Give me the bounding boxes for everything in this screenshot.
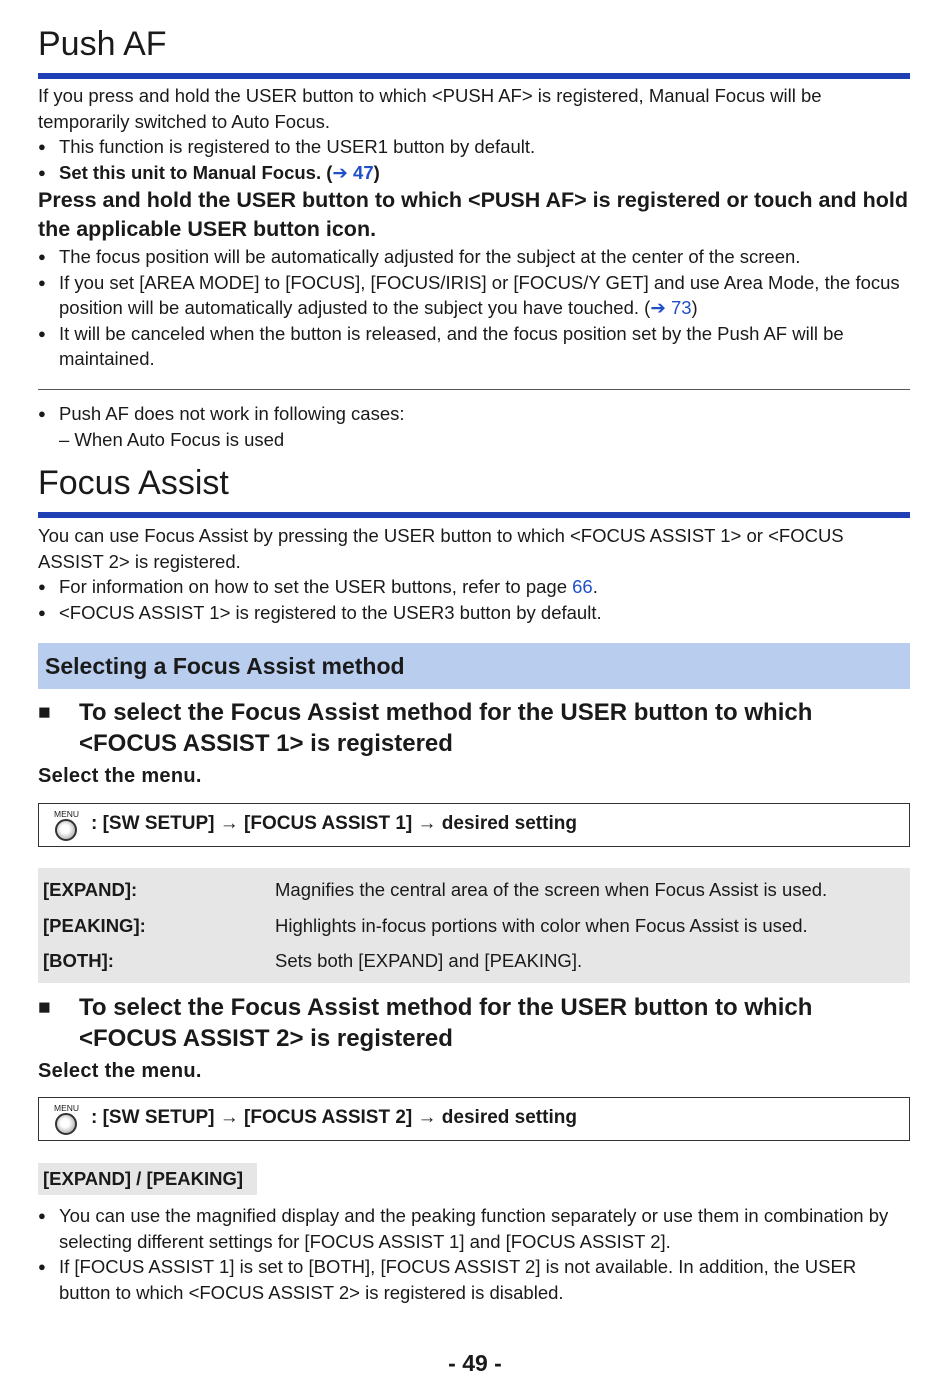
page-number: - 49 - (448, 1350, 502, 1376)
push-af-step: Press and hold the USER button to which <PUSH AF> is registered or touch and hold the applicable USER button icon. (38, 188, 909, 241)
option-row (38, 872, 910, 908)
option-key: [PEAKING]: (43, 914, 146, 936)
push-af-note-manual: ● Set this unit to Manual Focus. (➔ 47) (38, 160, 910, 186)
push-af-body (38, 83, 910, 372)
heading-rule (38, 512, 910, 518)
sub-heading-fa2-text: To select the Focus Assist method for the USER button to which <FOCUS ASSIST 2> is registered (79, 994, 813, 1052)
menu-path-2: : [SW SETUP] → [FOCUS ASSIST 2] → desired setting (91, 1107, 577, 1128)
focus-assist-title: Focus Assist (38, 464, 229, 502)
option-key: [BOTH]: (43, 950, 114, 971)
heading-rule (38, 73, 910, 79)
menu-button-icon: MENU (54, 1104, 84, 1135)
sub-heading-fa1-text: To select the Focus Assist method for the USER button to which <FOCUS ASSIST 1> is registered (79, 699, 813, 757)
focus-assist-intro-block (38, 523, 910, 625)
focus-assist-bullet-user-buttons: ● For information on how to set the USER buttons, refer to page 66. (38, 574, 910, 600)
push-af-bullet-area-mode: ● If you set [AREA MODE] to [FOCUS], [FOCUS/IRIS] or [FOCUS/Y GET] and use Area Mode, the focus position will be automatically adjusted to the subject you have touched. (➔ 73) (38, 270, 910, 321)
page-link-66[interactable]: 66 (572, 576, 593, 597)
push-af-heading-block (38, 24, 910, 79)
page-link-47[interactable]: ➔ 47 (332, 161, 374, 183)
push-af-cases (38, 401, 910, 452)
setting-tag: [EXPAND] / [PEAKING] (38, 1163, 257, 1195)
focus-assist-note-both: ● If [FOCUS ASSIST 1] is set to [BOTH], [FOCUS ASSIST 2] is not available. In addition, the USER button to which <FOCUS ASSIST 2> is registered is disabled. (38, 1254, 910, 1305)
option-key: [EXPAND]: (43, 879, 138, 900)
focus-assist-intro: You can use Focus Assist by pressing the USER button to which <FOCUS ASSIST 1> or <FOCUS ASSIST 2> is registered. (38, 525, 844, 572)
option-desc: Highlights in-focus portions with color when Focus Assist is used. (275, 914, 808, 936)
option-desc: Magnifies the central area of the screen when Focus Assist is used. (275, 879, 828, 900)
push-af-bullet-cancel: ● It will be canceled when the button is released, and the focus position set by the Push AF will be maintained. (38, 321, 910, 372)
option-row (38, 943, 910, 979)
focus-assist-heading-block (38, 463, 910, 518)
select-menu-label-1: Select the menu. (38, 765, 202, 787)
options-table (38, 868, 910, 983)
push-af-note-default: ● This function is registered to the USER1 button by default. (38, 134, 910, 160)
push-af-intro: If you press and hold the USER button to which <PUSH AF> is registered, Manual Focus will be temporarily switched to Auto Focus. (38, 85, 822, 132)
section-title: Selecting a Focus Assist method (45, 652, 405, 679)
square-bullet-icon: ■ (38, 701, 51, 724)
option-desc: Sets both [EXPAND] and [PEAKING]. (275, 950, 583, 971)
divider (38, 389, 910, 390)
sub-heading-fa1 (38, 697, 910, 759)
push-af-case-note: ● Push AF does not work in following cases: (38, 401, 910, 427)
focus-assist-notes (38, 1203, 910, 1305)
setting-tag-wrap (38, 1163, 257, 1195)
page-link-73[interactable]: ➔ 73 (650, 297, 692, 318)
push-af-case-item: – When Auto Focus is used (59, 428, 285, 450)
option-row (38, 908, 910, 944)
focus-assist-bullet-default: ● <FOCUS ASSIST 1> is registered to the USER3 button by default. (38, 600, 910, 626)
square-bullet-icon: ■ (38, 996, 51, 1019)
menu-path-box-2 (38, 1097, 910, 1141)
menu-path-box-1 (38, 803, 910, 847)
section-bar (38, 643, 910, 689)
menu-path-1: : [SW SETUP] → [FOCUS ASSIST 1] → desired setting (91, 813, 577, 834)
push-af-bullet-center: ● The focus position will be automatically adjusted for the subject at the center of the screen. (38, 244, 910, 270)
sub-heading-fa2 (38, 992, 910, 1054)
push-af-title: Push AF (38, 25, 167, 63)
menu-button-icon: MENU (54, 810, 84, 841)
select-menu-label-2: Select the menu. (38, 1060, 202, 1082)
focus-assist-note-combination: ● You can use the magnified display and the peaking function separately or use them in combination by selecting different settings for [FOCUS ASSIST 1] and [FOCUS ASSIST 2]. (38, 1203, 910, 1254)
